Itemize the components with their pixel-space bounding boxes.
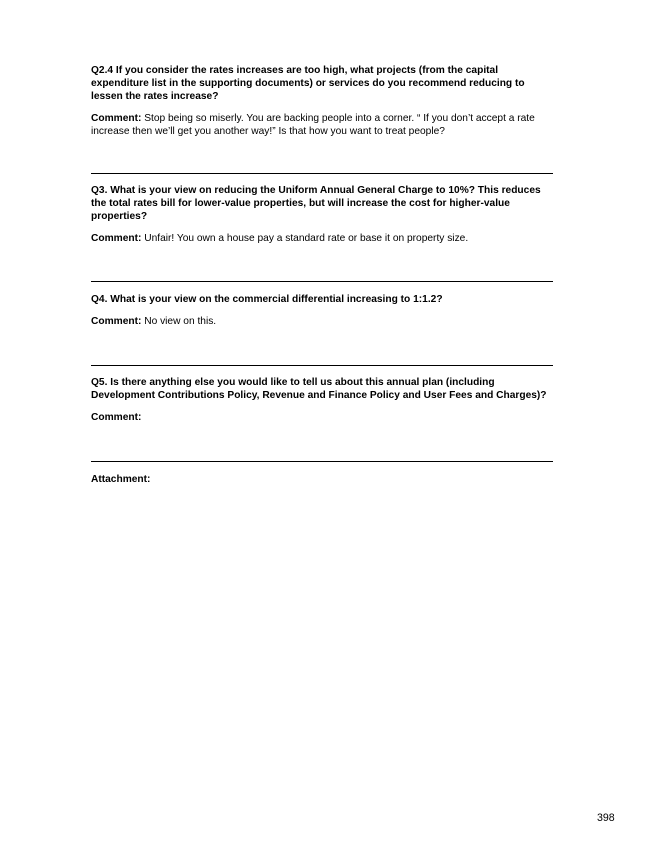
- comment-text: [91, 112, 553, 138]
- question-block-q3: [91, 184, 553, 245]
- comment-text: [91, 315, 553, 328]
- comment-label: Comment:: [91, 412, 142, 423]
- section-divider: [91, 365, 553, 366]
- comment-body: Unfair! You own a house pay a standard rate or base it on property size.: [144, 233, 469, 244]
- section-divider: [91, 173, 553, 174]
- question-text: Q4. What is your view on the commercial differential increasing to 1:1.2?: [91, 294, 443, 305]
- question-block-q2-4: [91, 64, 553, 138]
- attachment-label: Attachment:: [91, 474, 151, 485]
- section-divider: [91, 281, 553, 282]
- question-block-q5: [91, 376, 553, 424]
- page-number: 398: [597, 812, 615, 824]
- comment-body: Stop being so miserly. You are backing people into a corner. “ If you don’t accept a rate increase then we’ll get you another way!” Is that how you want to treat people?: [91, 113, 535, 137]
- section-divider: [91, 461, 553, 462]
- question-text: Q5. Is there anything else you would like to tell us about this annual plan (including Development Contributions Policy, Revenue and Finance Policy and User Fees and Charges)?: [91, 377, 547, 401]
- question-text: Q2.4 If you consider the rates increases are too high, what projects (from the capital expenditure list in the supporting documents) or services do you recommend reducing to lessen the rates increase?: [91, 65, 525, 102]
- comment-text: [91, 232, 553, 245]
- comment-label: Comment:: [91, 316, 142, 327]
- comment-label: Comment:: [91, 113, 142, 124]
- comment-text: [91, 411, 553, 424]
- comment-label: Comment:: [91, 233, 142, 244]
- question-text: Q3. What is your view on reducing the Uniform Annual General Charge to 10%? This reduces the total rates bill for lower-value properties, but will increase the cost for higher-value properties?: [91, 185, 541, 222]
- comment-body: No view on this.: [144, 316, 217, 327]
- question-block-q4: [91, 293, 553, 328]
